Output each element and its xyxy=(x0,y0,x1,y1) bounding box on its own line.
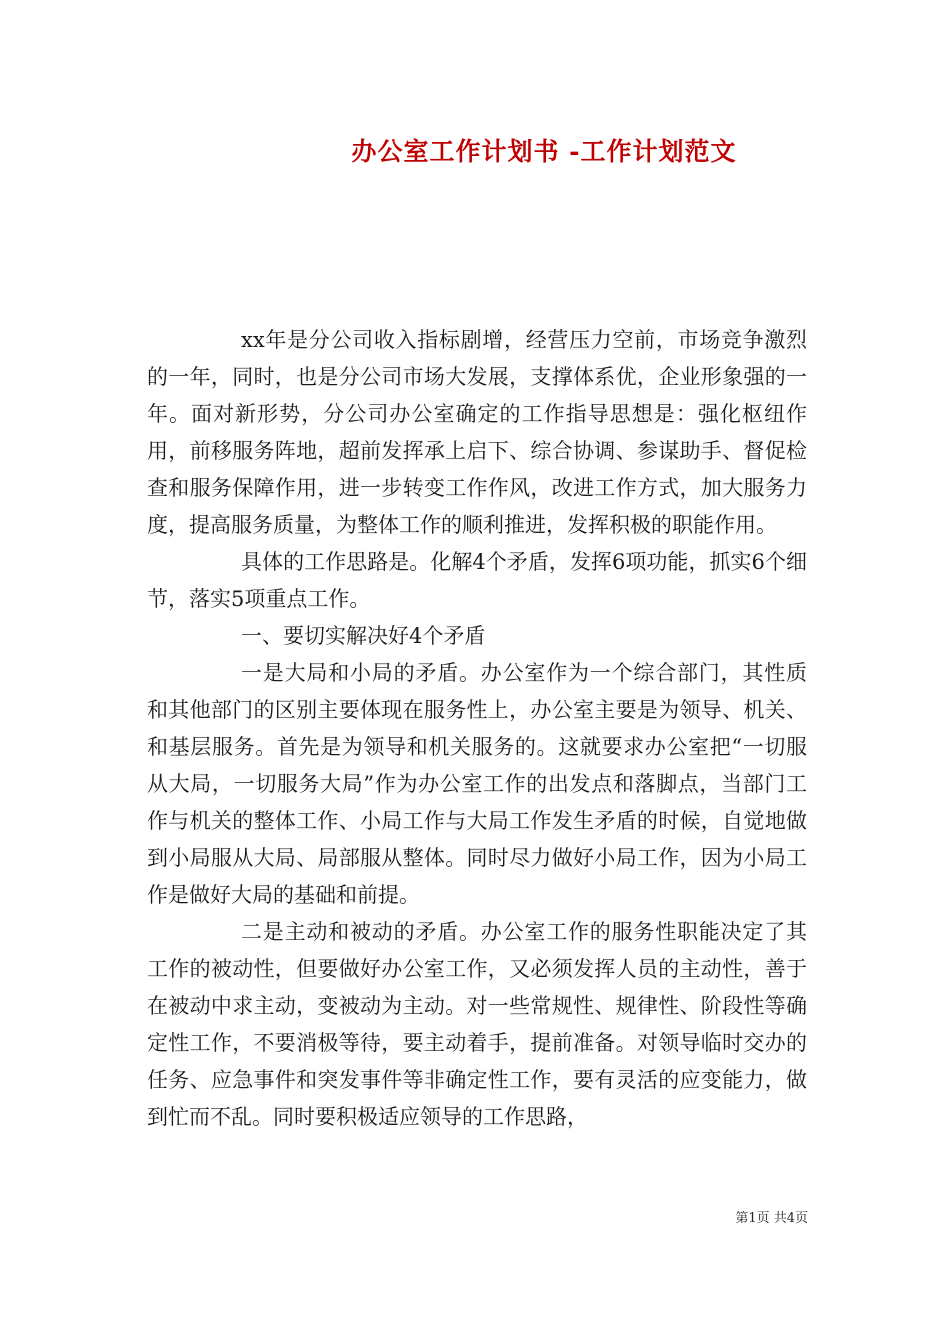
page-title: 办公室工作计划书 -工作计划范文 xyxy=(351,137,737,166)
document-body xyxy=(147,322,807,1136)
section-heading-1: 一、要切实解决好4个矛盾 xyxy=(241,624,486,648)
paragraph-active-passive: 二是主动和被动的矛盾。办公室工作的服务性职能决定了其工作的被动性，但要做好办公室工作，又必须发挥人员的主动性，善于在被动中求主动，变被动为主动。对一些常规性、规律性、阶段性等确定性工作，不要消极等待，要主动着手，提前准备。对领导临时交办的任务、应急事件和突发事件等非确定性工作，要有灵活的应变能力，做到忙而不乱。同时要积极适应领导的工作思路， xyxy=(147,920,807,1129)
page-footer: 第1页 共4页 xyxy=(735,1211,808,1226)
paragraph-work-ideas: 具体的工作思路是。化解4个矛盾，发挥6项功能，抓实6个细节，落实5项重点工作。 xyxy=(147,550,807,611)
paragraph-intro: xx年是分公司收入指标剧增，经营压力空前，市场竞争激烈的一年，同时，也是分公司市场大发展，支撑体系优，企业形象强的一年。面对新形势，分公司办公室确定的工作指导思想是：强化枢纽作用，前移服务阵地，超前发挥承上启下、综合协调、参谋助手、督促检查和服务保障作用，进一步转变工作作风，改进工作方式，加大服务力度，提高服务质量，为整体工作的顺利推进，发挥积极的职能作用。 xyxy=(147,328,807,537)
paragraph-big-small-picture: 一是大局和小局的矛盾。办公室作为一个综合部门，其性质和其他部门的区别主要体现在服务性上，办公室主要是为领导、机关、和基层服务。首先是为领导和机关服务的。这就要求办公室把“一切服从大局，一切服务大局”作为办公室工作的出发点和落脚点，当部门工作与机关的整体工作、小局工作与大局工作发生矛盾的时候，自觉地做到小局服从大局、局部服从整体。同时尽力做好小局工作，因为小局工作是做好大局的基础和前提。 xyxy=(147,661,807,907)
